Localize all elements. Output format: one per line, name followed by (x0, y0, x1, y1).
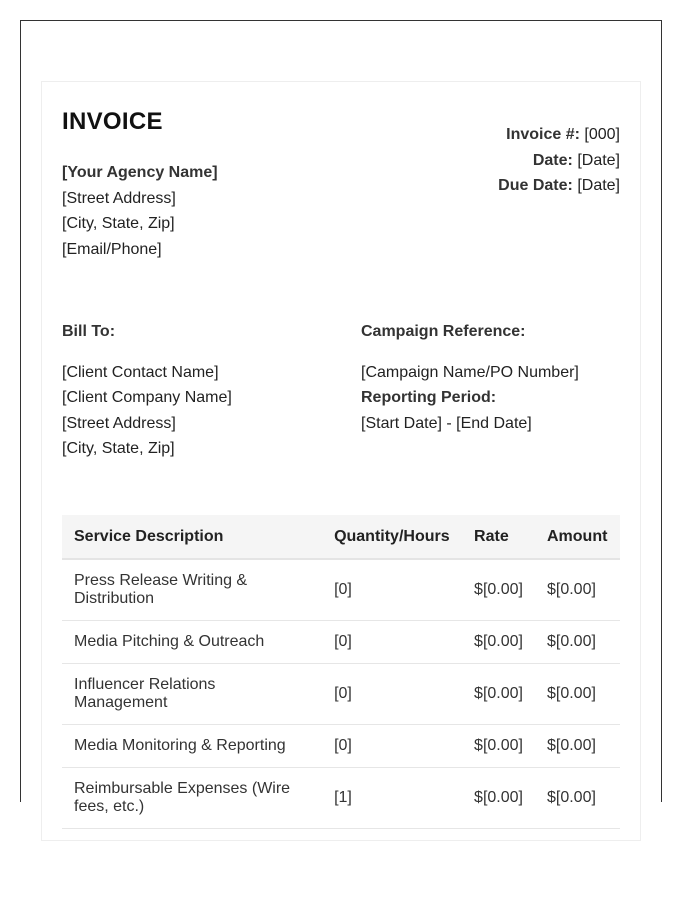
invoice-number-value: [000] (584, 126, 620, 143)
agency-street: [Street Address] (62, 189, 176, 207)
invoice-date-value: [Date] (577, 151, 620, 169)
row-rate: $[0.00] (462, 767, 535, 828)
header-amount: Amount (535, 515, 620, 559)
campaign-name: [Campaign Name/PO Number] (361, 363, 579, 381)
row-quantity: [0] (322, 559, 462, 620)
row-amount: $[0.00] (535, 663, 620, 724)
bill-to-block (62, 319, 342, 462)
invoice-date-label: Date: (532, 151, 573, 169)
row-description: Media Pitching & Outreach (62, 620, 322, 663)
client-contact: [Client Contact Name] (62, 363, 219, 381)
agency-contact: [Email/Phone] (62, 240, 162, 258)
client-street: [Street Address] (62, 414, 176, 432)
bill-to-heading: Bill To: (62, 323, 116, 340)
row-description: Reimbursable Expenses (Wire fees, etc.) (62, 767, 322, 828)
row-rate: $[0.00] (462, 620, 535, 663)
row-quantity: [0] (322, 620, 462, 663)
reporting-period-label: Reporting Period: (361, 389, 497, 407)
row-rate: $[0.00] (462, 724, 535, 767)
invoice-due-value: [Date] (577, 177, 620, 195)
row-description: Influencer Relations Management (62, 663, 322, 724)
table-header-row (62, 515, 620, 559)
client-company: [Client Company Name] (62, 389, 232, 407)
invoice-number-label: Invoice #: (506, 126, 580, 143)
table-row (62, 620, 620, 663)
invoice-date-line (498, 148, 620, 174)
row-rate: $[0.00] (462, 663, 535, 724)
header-description: Service Description (62, 515, 322, 559)
row-amount: $[0.00] (535, 767, 620, 828)
row-amount: $[0.00] (535, 559, 620, 620)
row-quantity: [0] (322, 724, 462, 767)
invoice-due-line (498, 173, 620, 199)
header-quantity: Quantity/Hours (322, 515, 462, 559)
invoice-due-label: Due Date: (498, 177, 573, 195)
row-description: Media Monitoring & Reporting (62, 724, 322, 767)
row-description: Press Release Writing & Distribution (62, 559, 322, 620)
row-amount: $[0.00] (535, 620, 620, 663)
agency-city: [City, State, Zip] (62, 215, 175, 233)
table-row (62, 724, 620, 767)
invoice-title: INVOICE (62, 108, 163, 135)
table-row (62, 559, 620, 620)
row-rate: $[0.00] (462, 559, 535, 620)
campaign-block (361, 319, 631, 436)
row-amount: $[0.00] (535, 724, 620, 767)
agency-name: [Your Agency Name] (62, 164, 218, 181)
invoice-number-line (498, 122, 620, 148)
document-viewport[interactable] (20, 20, 662, 815)
row-quantity: [0] (322, 663, 462, 724)
reporting-period-value: [Start Date] - [End Date] (361, 414, 532, 432)
agency-block (62, 160, 218, 262)
table-row (62, 663, 620, 724)
invoice-meta (498, 122, 620, 199)
row-quantity: [1] (322, 767, 462, 828)
table-row (62, 767, 620, 828)
services-table (62, 515, 620, 829)
header-rate: Rate (462, 515, 535, 559)
client-city: [City, State, Zip] (62, 440, 175, 458)
invoice-paper (41, 81, 641, 841)
campaign-heading: Campaign Reference: (361, 323, 526, 340)
